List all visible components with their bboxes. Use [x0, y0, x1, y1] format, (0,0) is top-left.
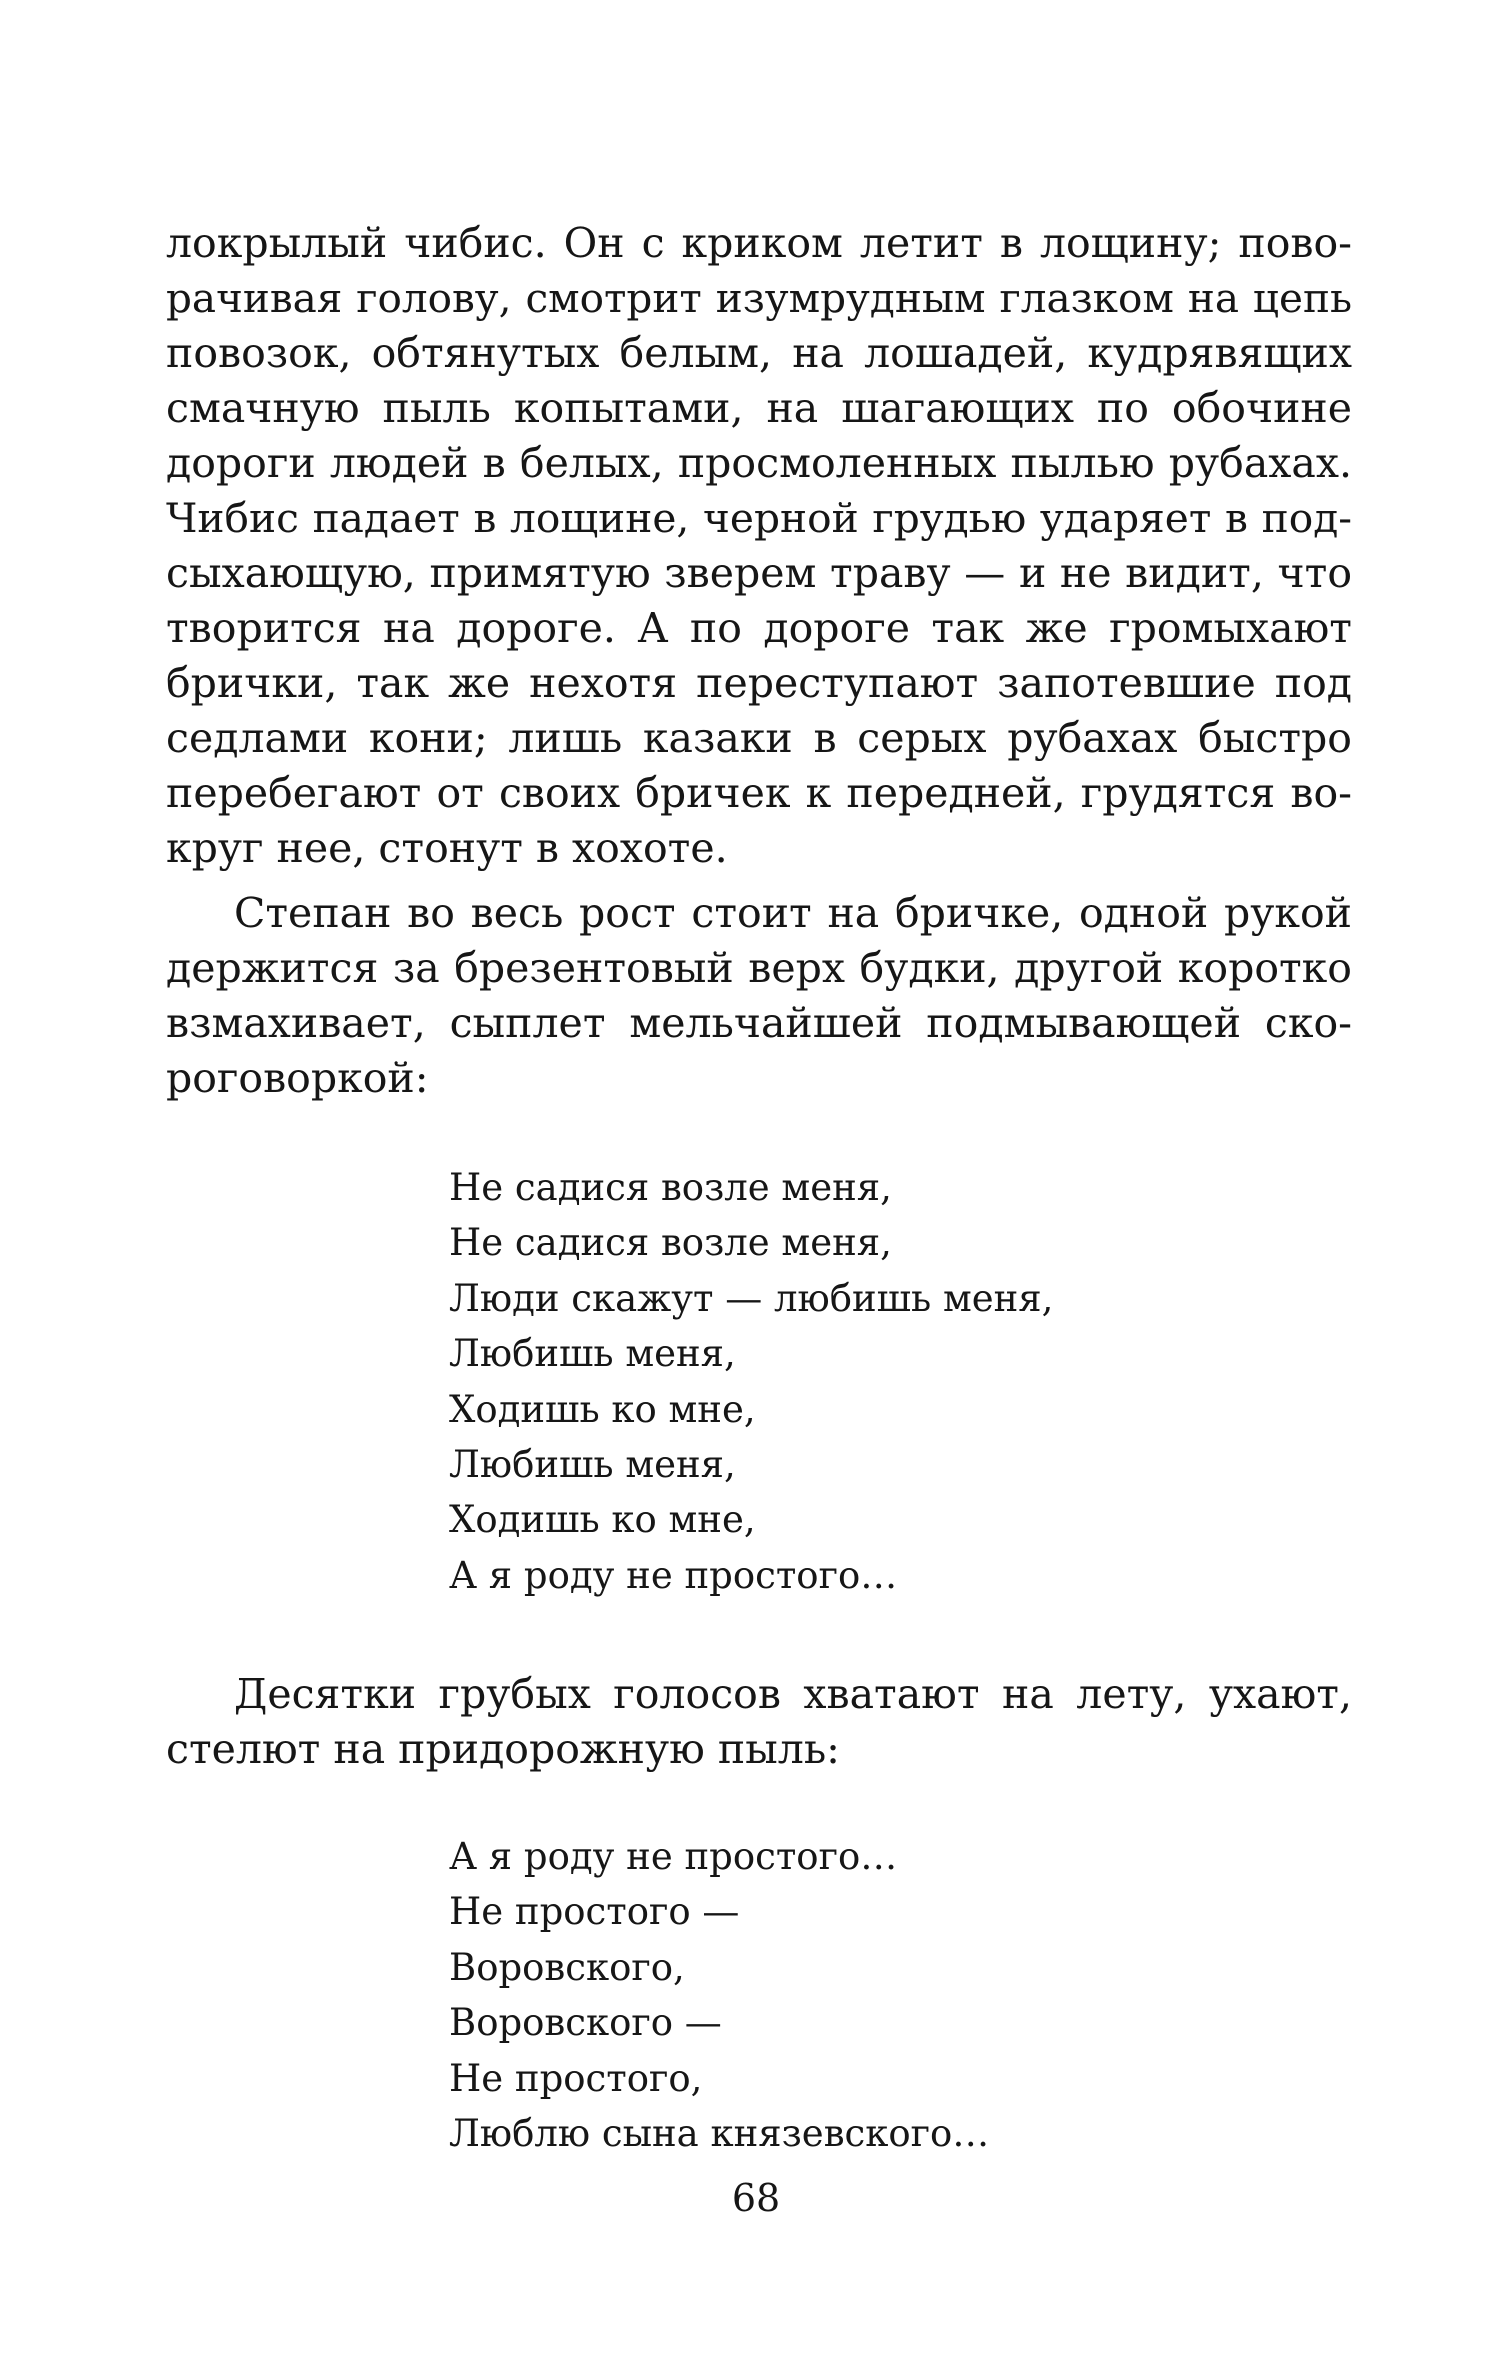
- verse-line: Люблю сына князевского…: [449, 2111, 990, 2155]
- song-verse-1: [449, 1160, 1053, 1603]
- text-line: творится на дороге. А по дороге так же громыхают: [166, 604, 1352, 652]
- text-line: роговоркой:: [166, 1054, 429, 1102]
- verse-line: Ходишь ко мне,: [449, 1387, 756, 1431]
- verse-line: Не простого,: [449, 2056, 703, 2100]
- text-line: стелют на придорожную пыль:: [166, 1725, 840, 1773]
- text-line: круг нее, стонут в хохоте.: [166, 824, 728, 872]
- verse-line: Люди скажут — любишь меня,: [449, 1276, 1054, 1320]
- verse-line: Воровского,: [449, 1945, 685, 1989]
- verse-line: Не простого —: [449, 1890, 740, 1934]
- text-line: дороги людей в белых, просмоленных пылью рубахах.: [166, 439, 1352, 487]
- verse-line: Не садися возле меня,: [449, 1221, 892, 1265]
- text-line: Десятки грубых голосов хватают на лету, ухают,: [234, 1670, 1352, 1718]
- text-line: Чибис падает в лощине, черной грудью ударяет в под-: [166, 494, 1352, 542]
- text-line: рачивая голову, смотрит изумрудным глазком на цепь: [166, 274, 1352, 322]
- verse-line: Не садися возле меня,: [449, 1166, 892, 1209]
- verse-line: Ходишь ко мне,: [449, 1498, 756, 1542]
- paragraph-voices: [166, 1667, 1352, 1777]
- verse-line: А я роду не простого…: [449, 1553, 898, 1597]
- text-line: седлами кони; лишь казаки в серых рубахах быстро: [166, 714, 1352, 762]
- text-line: брички, так же нехотя переступают запотевшие под: [166, 659, 1352, 707]
- verse-line: Любишь меня,: [449, 1442, 736, 1486]
- text-line: смачную пыль копытами, на шагающих по обочине: [166, 384, 1352, 432]
- page-number: 68: [731, 2176, 781, 2220]
- verse-line: Любишь меня,: [449, 1332, 736, 1376]
- text-line: сыхающую, примятую зверем траву — и не видит, что: [166, 549, 1352, 597]
- text-line: перебегают от своих бричек к передней, грудятся во-: [166, 769, 1352, 817]
- paragraph-stepan: [166, 886, 1352, 1106]
- paragraph-chibis: [166, 216, 1352, 876]
- text-line: держится за брезентовый верх будки, другой коротко: [166, 944, 1352, 992]
- verse-line: А я роду не простого…: [449, 1835, 898, 1878]
- text-line: Степан во весь рост стоит на бричке, одной рукой: [234, 889, 1352, 937]
- text-line: повозок, обтянутых белым, на лошадей, кудрявящих: [166, 329, 1352, 377]
- song-verse-2: [449, 1829, 989, 2161]
- text-line: взмахивает, сыплет мельчайшей подмывающей ско-: [166, 999, 1352, 1047]
- verse-line: Воровского —: [449, 2001, 722, 2045]
- text-line: локрылый чибис. Он с криком летит в лощину; пово-: [166, 219, 1352, 267]
